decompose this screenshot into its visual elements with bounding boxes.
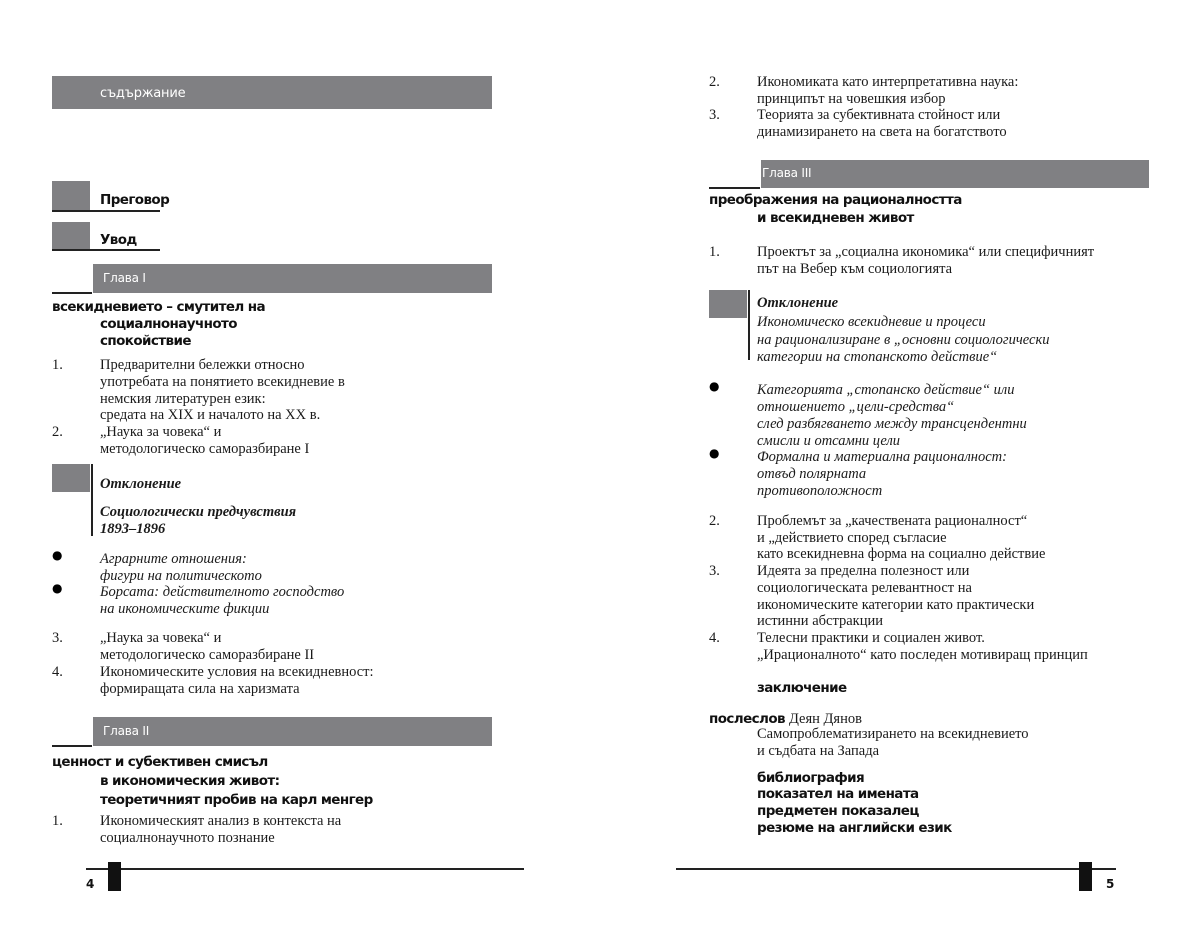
ch1-digression-title-line-1: Социологически предчувствия xyxy=(100,504,297,520)
chapter-1-title-line-1: всекидневието – смутител на xyxy=(52,299,266,315)
ch1-item-2-line-2: методологическо саморазбиране I xyxy=(100,441,310,457)
chapter-2-title-line-3: теоретичният пробив на карл менгер xyxy=(100,792,373,808)
pregovor-marker xyxy=(52,181,90,210)
ch3-item-1-number: 1. xyxy=(709,244,720,260)
afterword-label: послеслов xyxy=(709,711,785,727)
ch1-item-4-line-1: Икономическите условия на всекидневност: xyxy=(100,664,374,680)
pregovor-entry: Преговор xyxy=(100,192,170,208)
ch3-item-2-number: 2. xyxy=(709,513,720,529)
ch3-item-3-number: 3. xyxy=(709,563,720,579)
ch2-item-2-number: 2. xyxy=(709,74,720,90)
ch2-item-1-line-1: Икономическият анализ в контекста на xyxy=(100,813,342,829)
ch3-digression-line-2: на рационализиране в „основни социологически xyxy=(757,332,1050,348)
chapter-2-rule xyxy=(52,745,92,747)
chapter-2-title-line-1: ценност и субективен смисъл xyxy=(52,754,268,770)
ch2-item-3-line-1: Теорията за субективната стойност или xyxy=(757,107,1001,123)
zaklyuchenie-entry: заключение xyxy=(757,680,847,696)
ch1-item-1-line-3: немския литературен език: xyxy=(100,391,266,407)
left-page-number: 4 xyxy=(86,877,95,891)
chapter-1-title-line-2: социалнонаучното xyxy=(100,316,237,332)
ch1-digression-marker xyxy=(52,464,90,492)
ch1-digression-rule xyxy=(91,464,93,536)
ch3-bullet-1-dot: ● xyxy=(709,379,720,393)
ch3-item-2-line-2: и „действието според съгласие xyxy=(757,530,947,546)
ch1-item-1-number: 1. xyxy=(52,357,63,373)
ch3-digression-marker xyxy=(709,290,747,318)
ch2-item-3-line-2: динамизирането на света на богатството xyxy=(757,124,1007,140)
ch1-item-3-number: 3. xyxy=(52,630,63,646)
ch1-item-1-line-2: употребата на понятието всекидневие в xyxy=(100,374,345,390)
ch1-bullet-1-line-1: Аграрните отношения: xyxy=(100,551,247,567)
back-matter-english-summary: резюме на английски език xyxy=(757,820,952,836)
ch1-bullet-2-line-2: на икономическите фикции xyxy=(100,601,270,617)
ch3-bullet-1-line-2: отношението „цели-средства“ xyxy=(757,399,955,415)
ch3-item-4-line-1: Телесни практики и социален живот. xyxy=(757,630,985,646)
ch3-bullet-1-line-4: смисли и отсамни цели xyxy=(757,433,901,449)
left-footer-mark xyxy=(108,862,121,891)
ch1-item-1-line-1: Предварителни бележки относно xyxy=(100,357,305,373)
chapter-3-bar xyxy=(761,160,1149,188)
left-footer-rule xyxy=(86,868,524,870)
ch3-item-1-line-2: път на Вебер към социологията xyxy=(757,261,953,277)
back-matter-name-index: показател на имената xyxy=(757,786,919,802)
chapter-2-label: Глава II xyxy=(103,724,150,738)
chapter-1-title-line-3: спокойствие xyxy=(100,333,191,349)
ch3-item-4-line-2: „Ирационалното“ като последен мотивиращ принцип xyxy=(757,647,1088,663)
ch3-item-2-line-1: Проблемът за „качествената рационалност“ xyxy=(757,513,1028,529)
ch1-item-3-line-1: „Наука за човека“ и xyxy=(100,630,222,646)
ch1-item-2-number: 2. xyxy=(52,424,63,440)
ch3-bullet-1-line-1: Категорията „стопанско действие“ или xyxy=(757,382,1015,398)
afterword-line-2: и съдбата на Запада xyxy=(757,743,880,759)
ch2-item-1-line-2: социалнонаучното познание xyxy=(100,830,275,846)
ch2-item-2-line-2: принципът на човешкия избор xyxy=(757,91,946,107)
right-footer-mark xyxy=(1079,862,1092,891)
ch3-item-4-number: 4. xyxy=(709,630,720,646)
ch1-bullet-1-line-2: фигури на политическото xyxy=(100,568,262,584)
ch1-item-2-line-1: „Наука за човека“ и xyxy=(100,424,222,440)
contents-title: съдържание xyxy=(100,86,186,101)
ch1-bullet-1-dot: ● xyxy=(52,548,63,562)
chapter-1-rule xyxy=(52,292,92,294)
chapter-3-label: Глава III xyxy=(762,166,812,180)
chapter-3-title-line-2: и всекидневен живот xyxy=(757,210,914,226)
ch1-bullet-2-dot: ● xyxy=(52,581,63,595)
afterword-line-1: Самопроблематизирането на всекидневието xyxy=(757,726,1029,742)
ch3-bullet-2-line-1: Формална и материална рационалност: xyxy=(757,449,1007,465)
right-footer-rule xyxy=(676,868,1116,870)
ch3-item-3-line-1: Идеята за пределна полезност или xyxy=(757,563,970,579)
ch2-item-3-number: 3. xyxy=(709,107,720,123)
ch3-item-3-line-4: истинни абстракции xyxy=(757,613,883,629)
right-page-number: 5 xyxy=(1106,877,1115,891)
ch3-item-3-line-2: социологическата релевантност на xyxy=(757,580,972,596)
chapter-3-rule xyxy=(709,187,760,189)
uvod-underline xyxy=(52,249,160,251)
ch3-item-3-line-3: икономическите категории като практически xyxy=(757,597,1035,613)
ch3-item-2-line-3: като всекидневна форма на социално действие xyxy=(757,546,1046,562)
ch3-digression-line-1: Икономическо всекидневие и процеси xyxy=(757,314,986,330)
chapter-1-bar xyxy=(93,264,492,293)
ch3-digression-rule xyxy=(748,290,750,360)
ch3-bullet-2-dot: ● xyxy=(709,446,720,460)
ch3-bullet-2-line-2: отвъд полярната xyxy=(757,466,867,482)
chapter-2-title-line-2: в икономическия живот: xyxy=(100,773,280,789)
ch3-bullet-1-line-3: след разбягването между трансцендентни xyxy=(757,416,1027,432)
uvod-entry: Увод xyxy=(100,232,137,248)
chapter-2-bar xyxy=(93,717,492,746)
ch1-digression-label: Отклонение xyxy=(100,476,182,492)
ch1-bullet-2-line-1: Борсата: действителното господство xyxy=(100,584,345,600)
back-matter-subject-index: предметен показалец xyxy=(757,803,919,819)
ch1-item-1-line-4: средата на XIX и началото на XX в. xyxy=(100,407,321,423)
pregovor-underline xyxy=(52,210,160,212)
chapter-3-title-line-1: преображения на рационалността xyxy=(709,192,962,208)
uvod-marker xyxy=(52,222,90,250)
back-matter-bibliography: библиография xyxy=(757,770,865,786)
ch1-item-3-line-2: методологическо саморазбиране II xyxy=(100,647,315,663)
ch2-item-1-number: 1. xyxy=(52,813,63,829)
chapter-1-label: Глава I xyxy=(103,271,146,285)
ch1-item-4-line-2: формиращата сила на харизмата xyxy=(100,681,300,697)
ch2-item-2-line-1: Икономиката като интерпретативна наука: xyxy=(757,74,1019,90)
ch3-digression-label: Отклонение xyxy=(757,295,839,311)
ch3-bullet-2-line-3: противоположност xyxy=(757,483,883,499)
ch1-digression-title-line-2: 1893–1896 xyxy=(100,521,166,537)
ch3-digression-line-3: категории на стопанското действие“ xyxy=(757,349,998,365)
ch3-item-1-line-1: Проектът за „социална икономика“ или специфичният xyxy=(757,244,1095,260)
afterword-author: Деян Дянов xyxy=(788,711,862,727)
ch1-item-4-number: 4. xyxy=(52,664,63,680)
